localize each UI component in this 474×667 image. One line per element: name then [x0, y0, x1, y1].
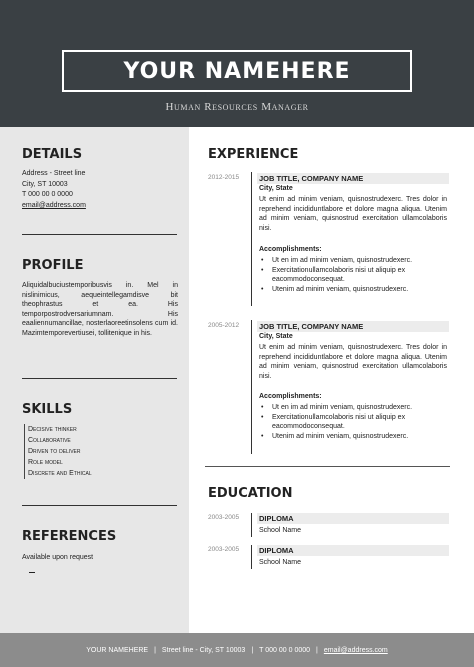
skill-item: Role model — [28, 459, 63, 466]
experience-heading: EXPERIENCE — [208, 147, 299, 162]
details-email-link[interactable]: email@address.com — [22, 201, 86, 209]
references-text: Available upon request — [22, 554, 94, 561]
accomplishments-list — [259, 403, 447, 441]
job-description: Ut enim ad minim veniam, quisnostrudexerc. Tres dolor in reprehend incididuntlabore et dolore magna aliqua. Utenim ad minim veniam, quisnostrud exercitation ullamcolaboris nisi. — [259, 196, 447, 232]
skill-item: Collaborative — [28, 437, 71, 444]
accomplishments-label: Accomplishments: — [259, 246, 322, 253]
details-city: City, ST 10003 — [22, 180, 68, 188]
job-heading: JOB TITLE, COMPANY NAME — [259, 174, 364, 183]
skill-item: Decisive thinker — [28, 426, 77, 433]
degree-title: DIPLOMA — [259, 546, 294, 555]
details-divider — [22, 234, 177, 235]
school-name: School Name — [259, 559, 302, 566]
references-dash — [29, 572, 35, 573]
education-dates: 2003-2005 — [208, 546, 240, 553]
profile-divider — [22, 378, 177, 379]
footer-separator: | — [154, 646, 156, 654]
job-location: City, State — [259, 333, 293, 340]
list-item: • Utenim ad minim veniam, quisnostrudexerc. — [259, 285, 447, 295]
timeline-line — [251, 513, 252, 537]
accomplishments-label: Accomplishments: — [259, 393, 322, 400]
degree-title: DIPLOMA — [259, 514, 294, 523]
profile-heading: PROFILE — [22, 258, 84, 273]
experience-divider — [205, 466, 450, 467]
job-heading: JOB TITLE, COMPANY NAME — [259, 322, 364, 331]
footer-phone: T 000 00 0 0000 — [259, 646, 311, 654]
job-dates: 2012-2015 — [208, 174, 240, 181]
job-location: City, State — [259, 185, 293, 192]
list-item: • Exercitationullamcolaboris nisi ut aliquip ex eacommodoconsequat. — [259, 266, 447, 285]
references-heading: REFERENCES — [22, 529, 117, 544]
footer-separator: | — [316, 646, 318, 654]
skills-list — [24, 424, 92, 479]
header-banner — [0, 0, 474, 127]
details-phone: T 000 00 0 0000 — [22, 191, 73, 198]
person-name: YOUR NAMEHERE — [123, 58, 351, 84]
timeline-line — [251, 172, 252, 306]
skills-divider — [22, 505, 177, 506]
footer-name: YOUR NAMEHERE — [86, 646, 149, 654]
list-item: • Ut en im ad minim veniam, quisnostrudexerc. — [259, 256, 447, 266]
footer-separator: | — [251, 646, 254, 654]
footer-bar — [0, 633, 474, 667]
job-title: Human Resources Manager — [165, 101, 309, 113]
job-dates: 2005-2012 — [208, 322, 240, 329]
education-heading: EDUCATION — [208, 486, 293, 501]
education-dates: 2003-2005 — [208, 514, 240, 521]
list-item: • Utenim ad minim veniam, quisnostrudexerc. — [259, 432, 447, 442]
details-heading: DETAILS — [22, 147, 83, 162]
school-name: School Name — [259, 527, 302, 534]
timeline-line — [251, 545, 252, 569]
list-item: • Ut en im ad minim veniam, quisnostrudexerc. — [259, 403, 447, 413]
list-item: • Exercitationullamcolaboris nisi ut aliquip ex eacommodoconsequat. — [259, 413, 447, 432]
name-box — [62, 50, 412, 92]
skill-item: Discrete and Ethical — [28, 470, 92, 477]
details-contact — [22, 170, 172, 212]
footer-email-link[interactable]: email@address.com — [323, 646, 388, 654]
accomplishments-list — [259, 256, 447, 294]
footer-address: Street line - City, ST 10003 — [161, 646, 246, 654]
job-description: Ut enim ad minim veniam, quisnostrudexerc. Tres dolor in reprehend incididuntlabore et dolore magna aliqua. Utenim ad minim veniam, quisnostrud exercitation ullamcolaboris nisi. — [259, 344, 447, 380]
skills-heading: SKILLS — [22, 402, 73, 417]
timeline-line — [251, 320, 252, 454]
details-address: Address - Street line — [22, 170, 86, 177]
profile-text: Aliquidalbuciustemporibusvis in. Mel in nislinimicus, aequeintellegamdisve bit theophrastus et ea. His temporpostrodversariumnam. His eaaliennumancillae, nosterlaoreetinsolens cum id. Mazimtemporevertiusei, tollitenique in his. — [22, 282, 178, 337]
skill-item: Driven to deliver — [28, 448, 81, 455]
